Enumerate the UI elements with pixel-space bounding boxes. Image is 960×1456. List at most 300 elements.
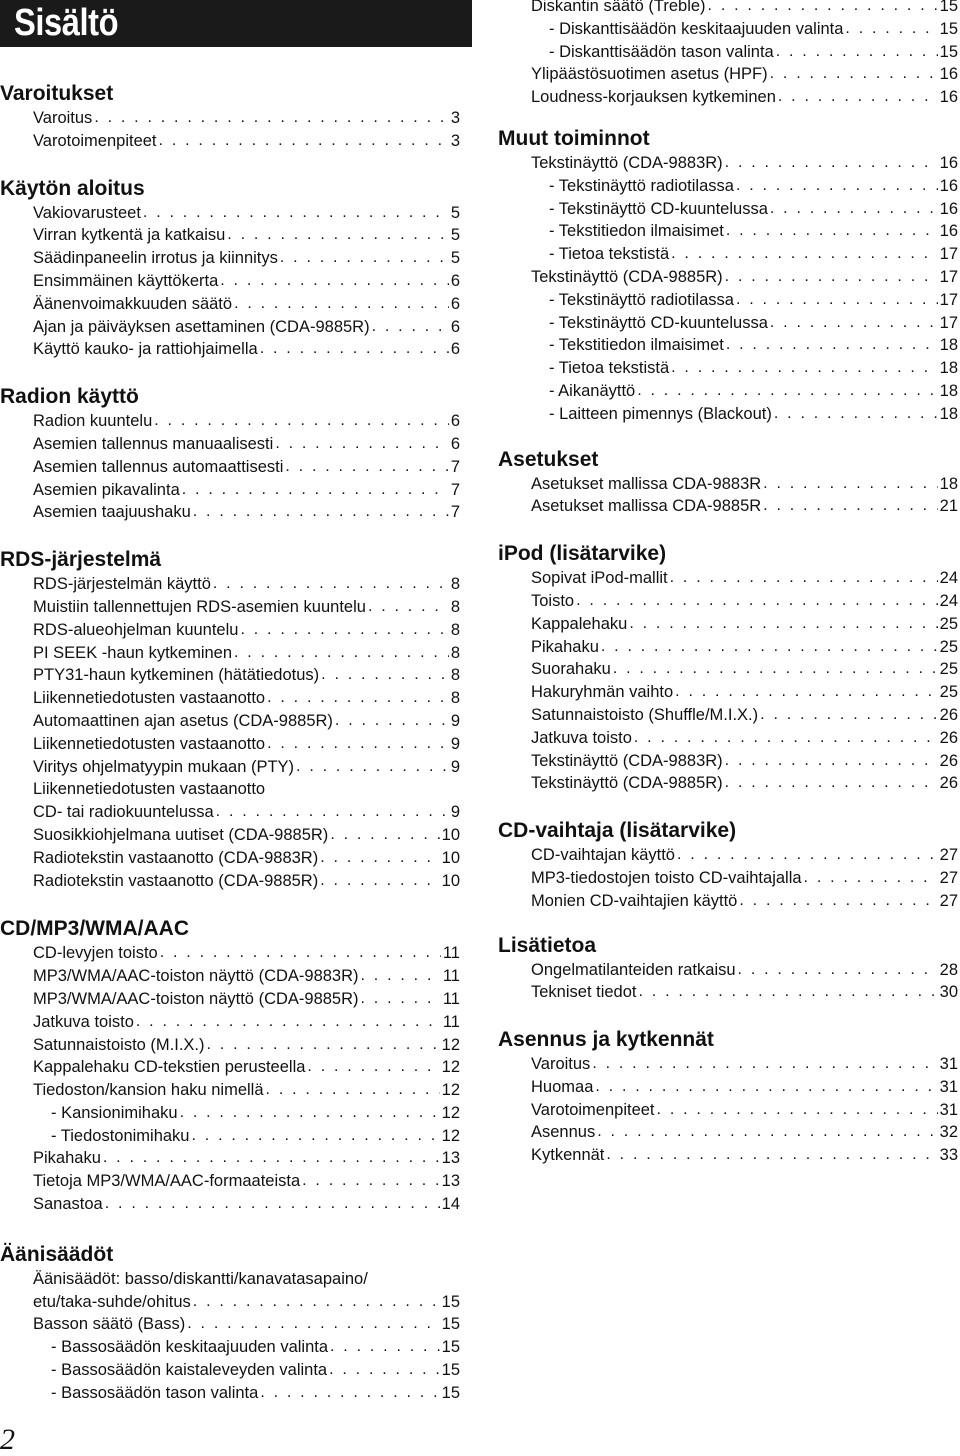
toc-entry-page: 15 [441,1315,460,1334]
toc-entry[interactable] [498,1121,958,1144]
toc-entry-page: 12 [441,1103,460,1122]
toc-entry-title: Varoitus [531,1055,591,1074]
toc-entry-title: Suorahaku [531,660,611,679]
dot-leader [192,1125,440,1148]
toc-section [0,917,460,1216]
toc-entry-page: 9 [450,711,460,730]
dot-leader [182,479,449,502]
toc-entry-title: Ensimmäinen käyttökerta [33,271,219,290]
toc-entry[interactable] [0,596,460,619]
toc-entry-title: Satunnaistoisto (M.I.X.) [33,1035,205,1054]
toc-section [0,385,460,524]
toc-entry[interactable] [498,890,958,913]
toc-entry-title: Muistiin tallennettujen RDS-asemien kuuntelu [33,597,366,616]
toc-entry-page: 8 [450,597,460,616]
toc-entry-title: Radiotekstin vastaanotto (CDA-9883R) [33,848,319,867]
dot-leader [613,658,938,681]
section-heading: Varoitukset [0,82,114,105]
dot-leader [220,270,449,293]
dot-leader [187,1313,439,1336]
toc-entry[interactable] [0,1102,460,1125]
toc-entry[interactable] [0,1079,460,1102]
toc-entry-title: Huomaa [531,1077,594,1096]
toc-entry-title: Virran kytkentä ja katkaisu [33,226,226,245]
toc-entry-title: Basson säätö (Bass) [33,1315,186,1334]
toc-entry[interactable] [0,687,460,710]
toc-entry-title: Asennus [531,1123,596,1142]
toc-entry[interactable] [498,1053,958,1076]
section-heading: Asennus ja kytkennät [498,1028,714,1052]
toc-entry-page: 3 [450,109,460,127]
toc-entry-page: 6 [450,412,460,431]
dot-leader [260,1382,439,1405]
toc-entry-title: Satunnaistoisto (Shuffle/M.I.X.) [531,705,759,724]
toc-entry-title: - Bassosäädön kaistaleveyden valinta [51,1361,328,1380]
toc-entry[interactable] [0,733,460,756]
toc-left-column [0,82,460,1405]
toc-right-column [498,0,958,1167]
dot-leader [677,844,938,867]
section-heading: Muut toiminnot [498,126,650,150]
toc-entry-page: 15 [441,1383,460,1402]
toc-entry[interactable] [0,619,460,642]
toc-entry-page: 8 [450,666,460,685]
toc-entry-page: 6 [450,317,460,336]
toc-entry-page: 30 [939,983,958,1002]
toc-entry[interactable] [0,801,460,824]
toc-entry-page: 5 [450,249,460,268]
toc-entry-page: 17 [939,267,958,286]
toc-entry-title: Varotoimenpiteet [531,1100,655,1119]
toc-entry[interactable] [498,981,958,1004]
toc-entry-title: Liikennetiedotusten vastaanotto [33,734,266,753]
toc-entry-title: Ylipäästösuotimen asetus (HPF) [531,65,768,84]
dot-leader [193,501,449,524]
toc-entry-title: Sanastoa [33,1195,103,1214]
toc-entry[interactable] [498,704,958,727]
toc-entry-page: 13 [441,1172,460,1191]
toc-entry-page: 5 [450,203,460,222]
toc-entry-title: Automaattinen ajan asetus (CDA-9885R) [33,711,333,730]
toc-entry-title: Tekstinäyttö (CDA-9885R) [531,774,723,793]
toc-entry-title: Äänenvoimakkuuden säätö [33,294,233,313]
toc-entry-title: Hakuryhmän vaihto [531,683,674,702]
dot-leader [629,613,937,636]
dot-leader [725,266,938,289]
toc-entry-page: 8 [450,689,460,708]
toc-entry[interactable] [498,312,958,335]
dot-leader [227,224,449,247]
toc-entry-page: 10 [441,825,460,844]
toc-entry-page: 8 [450,575,460,594]
dot-leader [592,1053,937,1076]
toc-entry-page: 15 [939,19,958,38]
toc-entry[interactable] [498,18,958,41]
dot-leader [372,316,449,339]
toc-entry[interactable] [0,664,460,687]
toc-entry[interactable] [498,243,958,266]
dot-leader [763,495,937,518]
dot-leader [726,220,938,243]
toc-entry-title: - Bassosäädön keskitaajuuden valinta [51,1338,329,1357]
toc-entry[interactable] [498,175,958,198]
toc-entry[interactable] [498,86,958,109]
dot-leader [207,1034,440,1057]
toc-entry-page: 25 [939,637,958,656]
toc-entry-page: 31 [939,1077,958,1096]
toc-entry[interactable] [498,727,958,750]
toc-entry-title: Toisto [531,591,575,610]
toc-section [498,448,958,519]
toc-entry-title: Jatkuva toisto [33,1012,134,1031]
dot-leader [601,636,938,659]
toc-entry-title: - Tekstinäyttö radiotilassa [549,176,734,195]
dot-leader [159,130,449,153]
toc-entry-title: Pikahaku [531,637,599,656]
toc-entry[interactable] [498,1076,958,1099]
toc-entry-title: Tekstinäyttö (CDA-9883R) [531,153,723,172]
toc-entry-title: Radion kuuntelu [33,412,153,431]
toc-entry-title: etu/taka-suhde/ohitus [33,1292,191,1311]
toc-entry-page: 12 [441,1058,460,1077]
toc-entry[interactable] [0,1056,460,1079]
toc-entry-page: 15 [939,42,958,61]
section-heading: Radion käyttö [0,385,139,409]
toc-section [498,0,958,109]
toc-section [498,819,958,912]
toc-entry-page: 12 [441,1126,460,1145]
dot-leader [725,152,938,175]
dot-leader [736,175,938,198]
toc-entry-page: 25 [939,614,958,633]
toc-entry-title: Asemien tallennus manuaalisesti [33,434,274,453]
dot-leader [267,687,449,710]
toc-entry-page: 18 [939,404,958,423]
page-number: 2 [0,1423,15,1456]
dot-leader [330,1336,440,1359]
toc-entry-page: 32 [939,1123,958,1142]
toc-entry[interactable] [0,756,460,779]
toc-entry-title: Asetukset mallissa CDA-9885R [531,497,762,516]
toc-entry[interactable] [0,1147,460,1170]
toc-entry[interactable] [0,433,460,456]
toc-entry[interactable] [0,338,460,361]
toc-entry-title: - Tekstinäyttö CD-kuuntelussa [549,313,768,332]
toc-entry[interactable] [498,266,958,289]
toc-entry-title: - Tietoa tekstistä [549,359,670,378]
toc-entry[interactable] [498,0,958,18]
toc-entry-title: Tiedoston/kansion haku nimellä [33,1081,264,1100]
toc-entry-title: Käyttö kauko- ja rattiohjaimella [33,340,258,359]
toc-entry[interactable] [498,495,958,518]
toc-entry-page: 10 [441,848,460,867]
dot-leader [267,733,449,756]
toc-entry[interactable] [498,403,958,426]
dot-leader [193,1291,440,1314]
dot-leader [657,1099,938,1122]
toc-entry[interactable] [498,590,958,613]
toc-entry-page: 16 [939,153,958,172]
dot-leader [213,573,449,596]
toc-entry[interactable] [0,1268,460,1291]
toc-entry[interactable] [498,63,958,86]
toc-entry[interactable] [498,750,958,773]
toc-entry[interactable] [0,1359,460,1382]
toc-entry-page: 17 [939,313,958,332]
dot-leader [330,824,439,847]
toc-entry[interactable] [498,334,958,357]
toc-entry-page: 5 [450,226,460,245]
toc-entry-page: 18 [939,359,958,378]
toc-entry-title: CD- tai radiokuuntelussa [33,803,214,822]
toc-entry[interactable] [0,1382,460,1405]
toc-entry[interactable] [0,1011,460,1034]
toc-section [0,1243,460,1405]
toc-entry[interactable] [498,1144,958,1167]
toc-entry-page: 6 [450,271,460,290]
toc-entry[interactable] [0,988,460,1011]
toc-entry-title: - Bassosäädön tason valinta [51,1383,259,1402]
toc-entry-title: Vakiovarusteet [33,203,141,222]
toc-entry-page: 11 [442,989,460,1008]
toc-entry-page: 17 [939,245,958,264]
toc-entry[interactable] [0,573,460,596]
dot-leader [760,704,937,727]
toc-entry-title: Liikennetiedotusten vastaanotto [33,780,266,799]
toc-entry-title: Varotoimenpiteet [33,131,157,150]
dot-leader [180,1102,440,1125]
toc-entry[interactable] [0,870,460,893]
dot-leader [736,289,938,312]
toc-entry-title: - Tietoa tekstistä [549,245,670,264]
dot-leader [638,981,937,1004]
toc-entry-page: 16 [939,176,958,195]
toc-entry-page: 11 [442,1012,460,1031]
toc-entry[interactable] [498,220,958,243]
toc-entry-page: 6 [450,294,460,313]
toc-entry-title: Tekstinäyttö (CDA-9883R) [531,751,723,770]
toc-entry-title: MP3/WMA/AAC-toiston näyttö (CDA-9885R) [33,989,359,1008]
toc-entry[interactable] [0,965,460,988]
toc-entry-title: Asemien taajuushaku [33,503,191,522]
toc-entry-page: 25 [939,660,958,679]
toc-entry[interactable] [498,567,958,590]
toc-entry[interactable] [0,293,460,316]
dot-leader [763,473,937,496]
dot-leader [160,942,441,965]
toc-entry[interactable] [0,456,460,479]
toc-entry[interactable] [0,1125,460,1148]
toc-entry[interactable] [0,824,460,847]
toc-entry[interactable] [498,357,958,380]
toc-entry[interactable] [0,1291,460,1314]
toc-section [0,548,460,892]
dot-leader [335,710,449,733]
toc-entry-page: 8 [450,620,460,639]
dot-leader [845,18,937,41]
toc-entry[interactable] [0,410,460,433]
toc-entry[interactable] [498,289,958,312]
toc-section [498,127,958,426]
dot-leader [597,1121,937,1144]
toc-section [498,542,958,795]
toc-entry-page: 26 [939,705,958,724]
section-heading: Käytön aloitus [0,176,145,200]
toc-entry[interactable] [498,1099,958,1122]
toc-entry[interactable] [498,198,958,221]
toc-entry-page: 28 [939,960,958,979]
toc-entry[interactable] [0,501,460,524]
toc-entry-title: Kappalehaku [531,614,628,633]
toc-entry-page: 16 [939,199,958,218]
toc-entry-title: Kappalehaku CD-tekstien perusteella [33,1058,306,1077]
dot-leader [671,243,938,266]
toc-entry-title: Kytkennät [531,1146,605,1165]
dot-leader [770,198,938,221]
toc-entry-page: 8 [450,643,460,662]
toc-entry-title: Loudness-korjauksen kytkeminen [531,88,776,107]
section-heading: Äänisäädöt [0,1242,114,1266]
toc-entry[interactable] [0,942,460,965]
toc-entry-title: Asemien pikavalinta [33,480,180,499]
toc-entry[interactable] [498,380,958,403]
toc-entry[interactable] [498,636,958,659]
dot-leader [94,107,449,130]
toc-entry[interactable] [0,1193,460,1216]
dot-leader [105,1193,440,1216]
toc-entry-page: 15 [939,0,958,15]
toc-entry-title: - Laitteen pimennys (Blackout) [549,404,772,423]
dot-leader [361,988,441,1011]
toc-entry[interactable] [0,778,460,801]
dot-leader [774,403,938,426]
toc-entry-page: 7 [450,480,460,499]
toc-entry[interactable] [498,152,958,175]
dot-leader [103,1147,440,1170]
toc-entry-title: MP3-tiedostojen toisto CD-vaihtajalla [531,868,802,887]
toc-entry-page: 16 [939,222,958,241]
dot-leader [321,664,449,687]
toc-entry-page: 13 [441,1149,460,1168]
toc-entry-page: 18 [939,336,958,355]
toc-entry[interactable] [0,1170,460,1193]
toc-entry[interactable] [498,867,958,890]
toc-entry-title: Asemien tallennus automaattisesti [33,457,284,476]
toc-entry[interactable] [498,844,958,867]
toc-entry-page: 6 [450,340,460,359]
toc-entry-page: 6 [450,434,460,453]
dot-leader [240,619,448,642]
toc-entry-page: 15 [441,1338,460,1357]
toc-entry-page: 3 [450,131,460,150]
dot-leader [154,410,449,433]
toc-entry[interactable] [498,772,958,795]
toc-entry-page: 21 [939,497,958,516]
dot-leader [275,433,449,456]
toc-entry[interactable] [0,130,460,153]
toc-entry-title: - Tiedostonimihaku [51,1126,190,1145]
toc-entry[interactable] [498,658,958,681]
dot-leader [634,727,938,750]
dot-leader [637,380,937,403]
toc-entry-page: 33 [939,1146,958,1165]
toc-entry-title: Äänisäädöt: basso/diskantti/kanavatasapaino/ [33,1269,368,1288]
toc-entry-page: 7 [450,457,460,476]
toc-entry-title: Tietoja MP3/WMA/AAC-formaateista [33,1172,301,1191]
dot-leader [708,0,938,18]
toc-entry[interactable] [0,247,460,270]
toc-entry[interactable] [498,959,958,982]
toc-entry[interactable] [0,642,460,665]
toc-entry-page: 26 [939,751,958,770]
toc-entry-title: - Diskanttisäädön tason valinta [549,42,774,61]
dot-leader [266,1079,440,1102]
toc-entry-title: Suosikkiohjelmana uutiset (CDA-9885R) [33,825,329,844]
toc-entry-page: 31 [939,1100,958,1119]
toc-entry-title: MP3/WMA/AAC-toiston näyttö (CDA-9883R) [33,967,359,986]
toc-entry[interactable] [0,1336,460,1359]
toc-entry[interactable] [0,107,460,130]
toc-entry-title: Sopivat iPod-mallit [531,569,668,588]
toc-section [0,177,460,362]
toc-entry[interactable] [498,41,958,64]
dot-leader [307,1056,439,1079]
dot-leader [595,1076,937,1099]
toc-entry[interactable] [0,224,460,247]
dot-leader [725,772,938,795]
toc-entry-title: RDS-järjestelmän käyttö [33,575,211,594]
toc-entry-page: 15 [441,1292,460,1311]
dot-leader [234,642,449,665]
dot-leader [234,293,449,316]
toc-entry[interactable] [0,316,460,339]
toc-entry[interactable] [0,710,460,733]
toc-entry-title: - Tekstinäyttö CD-kuuntelussa [549,199,768,218]
section-heading: Asetukset [498,447,599,471]
toc-entry[interactable] [0,1313,460,1336]
toc-entry-title: PI SEEK -haun kytkeminen [33,643,233,662]
dot-leader [606,1144,937,1167]
dot-leader [368,596,449,619]
dot-leader [216,801,449,824]
toc-entry[interactable] [0,847,460,870]
toc-entry[interactable] [498,613,958,636]
toc-entry-page: 24 [939,591,958,610]
toc-entry-title: - Tekstitiedon ilmaisimet [549,336,724,355]
toc-entry-page: 31 [939,1055,958,1074]
toc-entry[interactable] [0,1034,460,1057]
toc-entry-page: 14 [441,1195,460,1214]
dot-leader [320,870,439,893]
dot-leader [302,1170,440,1193]
toc-entry[interactable] [498,681,958,704]
toc-entry-page: 15 [441,1361,460,1380]
toc-entry[interactable] [498,473,958,496]
section-heading: RDS-järjestelmä [0,548,162,572]
toc-entry[interactable] [0,202,460,225]
toc-entry[interactable] [0,479,460,502]
toc-entry[interactable] [0,270,460,293]
title-bar [0,0,472,47]
toc-entry-page: 16 [939,88,958,107]
dot-leader [726,334,938,357]
section-heading: Lisätietoa [498,933,597,957]
dot-leader [329,1359,440,1382]
dot-leader [285,456,448,479]
dot-leader [675,681,937,704]
toc-entry-page: 27 [939,868,958,887]
toc-entry-title: - Tekstinäyttö radiotilassa [549,290,734,309]
